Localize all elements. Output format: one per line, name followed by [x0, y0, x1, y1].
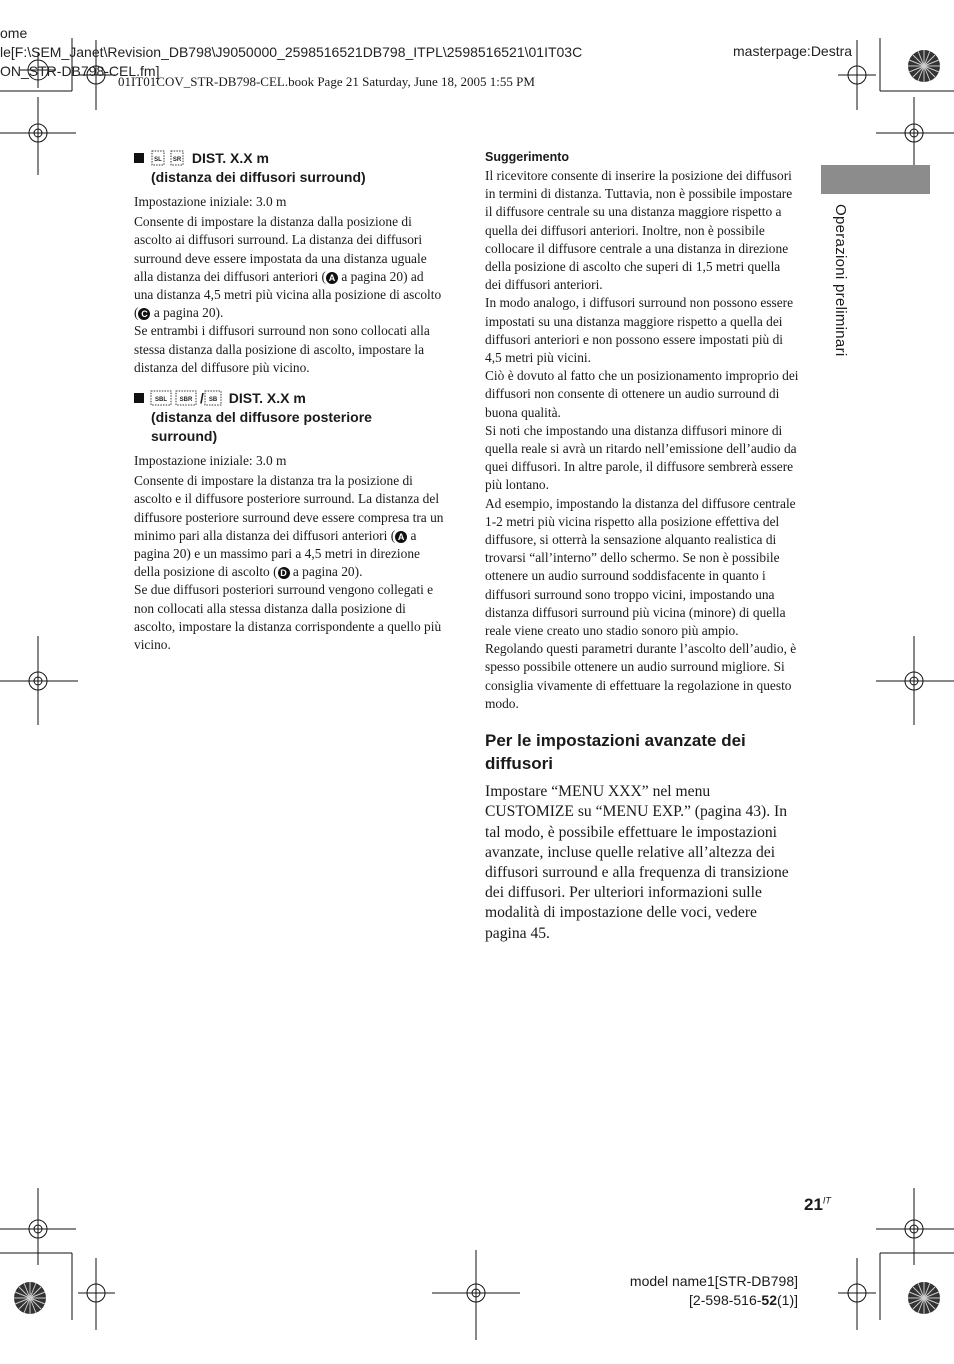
bullet-square-icon — [134, 393, 144, 403]
ref-c-icon: C — [138, 308, 150, 320]
section1-initial: Impostazione iniziale: 3.0 m — [134, 194, 287, 209]
footer-model-name: model name1[STR-DB798] — [629, 1273, 798, 1289]
tip-paragraph-1: Il ricevitore consente di inserire la posizione dei diffusori in termini di distanza. Tuttavia, non è possibile impostare il diffusore centrale su una distanza maggiore rispetto a quella dei diffusori anteriori. Inoltre, non è possibile collocare il diffusore centrale a una distanza in direzione della posizione di ascolto che superi di 1,5 metri quella dei diffusori anteriori. — [485, 168, 793, 293]
speaker-sl-icon — [150, 150, 166, 166]
svg-text:SB: SB — [208, 397, 218, 404]
section2-subheading-1: (distanza del diffusore posteriore — [151, 409, 372, 426]
bullet-square-icon — [134, 153, 144, 163]
section2-initial: Impostazione iniziale: 3.0 m — [134, 453, 287, 469]
svg-text:SBL: SBL — [155, 397, 167, 404]
section1-paragraph2: Se entrambi i diffusori surround non sono collocati alla stessa distanza dalla posizione di ascolto, impostare la distanza del diffusore più vicino. — [134, 323, 430, 375]
ref-d-icon: D — [278, 567, 290, 579]
right-column — [485, 150, 799, 944]
svg-text:SBR: SBR — [179, 397, 193, 404]
side-tab-bar — [821, 165, 930, 194]
tip-paragraph-5: Ad esempio, impostando la distanza del diffusore centrale 1-2 metri più vicina rispetto alla posizione effettiva del diffusore, si otterrà la sensazione alquanto realistica di trovarsi “all’interno” dello schermo. Se non è possibile ottenere un audio surround soddisfacente in quanto i diffusori surround sono troppo vicini, impostando una distanza diffusori surround più vicina (minore) di quella reale viene creato uno stadio sonoro più ampio. — [485, 495, 796, 639]
section2-paragraph1: Consente di impostare la distanza tra la posizione di ascolto e il diffusore posteriore surround. La distanza del diffusore posteriore surround deve essere compresa tra un minimo pari alla distanza dei diffusori anteriori ( A a pagina 20) e un massimo pari a 4,5 metri in direzione della posizione di ascolto ( D a pagina 20). — [134, 473, 444, 580]
masterpage-label: masterpage:Destra — [733, 43, 853, 59]
file-path-line3: ON_STR-DB798-CEL.fm] — [0, 63, 160, 79]
ref-a-icon: A — [326, 272, 338, 284]
advanced-body: Impostare “MENU XXX” nel menu CUSTOMIZE su “MENU EXP.” (pagina 43). In tal modo, è possibile effettuare le impostazioni avanzate, incluse quelle relative all’altezza dei diffusori surround e alla frequenza di transizione dei diffusori. Per ulteriori informazioni sulle modalità di impostazione delle voci, vedere pagina 45. — [485, 783, 789, 942]
section2-paragraph2: Se due diffusori posteriori surround vengono collegati e non collocati alla stessa distanza dalla posizione di ascolto, impostare la distanza corrispondente a quello più vicino. — [134, 582, 442, 653]
section1-paragraph1: Consente di impostare la distanza dalla posizione di ascolto ai diffusori surround. La distanza dei diffusori surround deve essere impostata da una distanza uguale alla distanza dei diffusori anteriori ( A a pagina 20) ad una distanza 4,5 metri più vicina alla posizione di ascolto ( C a pagina 20). — [134, 214, 442, 321]
file-path-line2: le[F:\SEM_Janet\Revision_DB798\J9050000_2598516521DB798_ITPL\2598516521\01IT03C — [0, 44, 583, 60]
speaker-sbl-icon — [150, 390, 172, 406]
tip-paragraph-2: In modo analogo, i diffusori surround non possono essere impostati su una distanza maggiore rispetto a quella dei diffusori anteriori e non possono essere impostati più di 4,5 metri più vicini. — [485, 295, 794, 366]
side-tab-label: Operazioni preliminari — [832, 204, 849, 357]
tip-paragraph-6: Regolando questi parametri durante l’ascolto dell’audio, è spesso possibile ottenere un audio surround migliore. Si consiglia vivamente di effettuare la regolazione in questo modo. — [485, 641, 797, 711]
section1-heading: SL SR DIST. X.X m (distanza dei diffusori surround) — [134, 149, 446, 187]
ref-a-icon: A — [395, 531, 407, 543]
advanced-heading: Per le impostazioni avanzate dei diffusori — [485, 731, 746, 774]
tip-title: Suggerimento — [485, 150, 570, 164]
speaker-sb-icon — [204, 390, 222, 406]
file-path-line1: ome — [0, 25, 28, 41]
section1-subheading: (distanza dei diffusori surround) — [151, 169, 366, 185]
footer-part-number: [2-598-516-52(1)] — [689, 1292, 798, 1308]
speaker-sbr-icon — [175, 390, 197, 406]
speaker-sr-icon — [169, 150, 185, 166]
page-number: $21^{IT}$ — [804, 1195, 831, 1214]
tip-paragraph-3: Ciò è dovuto al fatto che un posizionamento improprio dei diffusori non consente di ottenere un audio surround di buona qualità. — [485, 368, 799, 420]
svg-text:SL: SL — [154, 157, 162, 163]
svg-text:SR: SR — [172, 157, 182, 163]
section2-subheading-2: surround) — [151, 428, 218, 445]
section2-heading: SBL SBR / SB DIST. X.X m (distanza del diffusore posteriore surround) — [134, 389, 446, 446]
left-column — [134, 149, 446, 654]
book-info-line: 01IT01COV_STR-DB798-CEL.book Page 21 Saturday, June 18, 2005 1:55 PM — [118, 74, 535, 89]
tip-paragraph-4: Si noti che impostando una distanza diffusori minore di quella reale si avrà un ritardo nell’emissione dell’audio da quei diffusori. In altre parole, il diffusore sembrerà essere più lontano. — [485, 422, 797, 493]
